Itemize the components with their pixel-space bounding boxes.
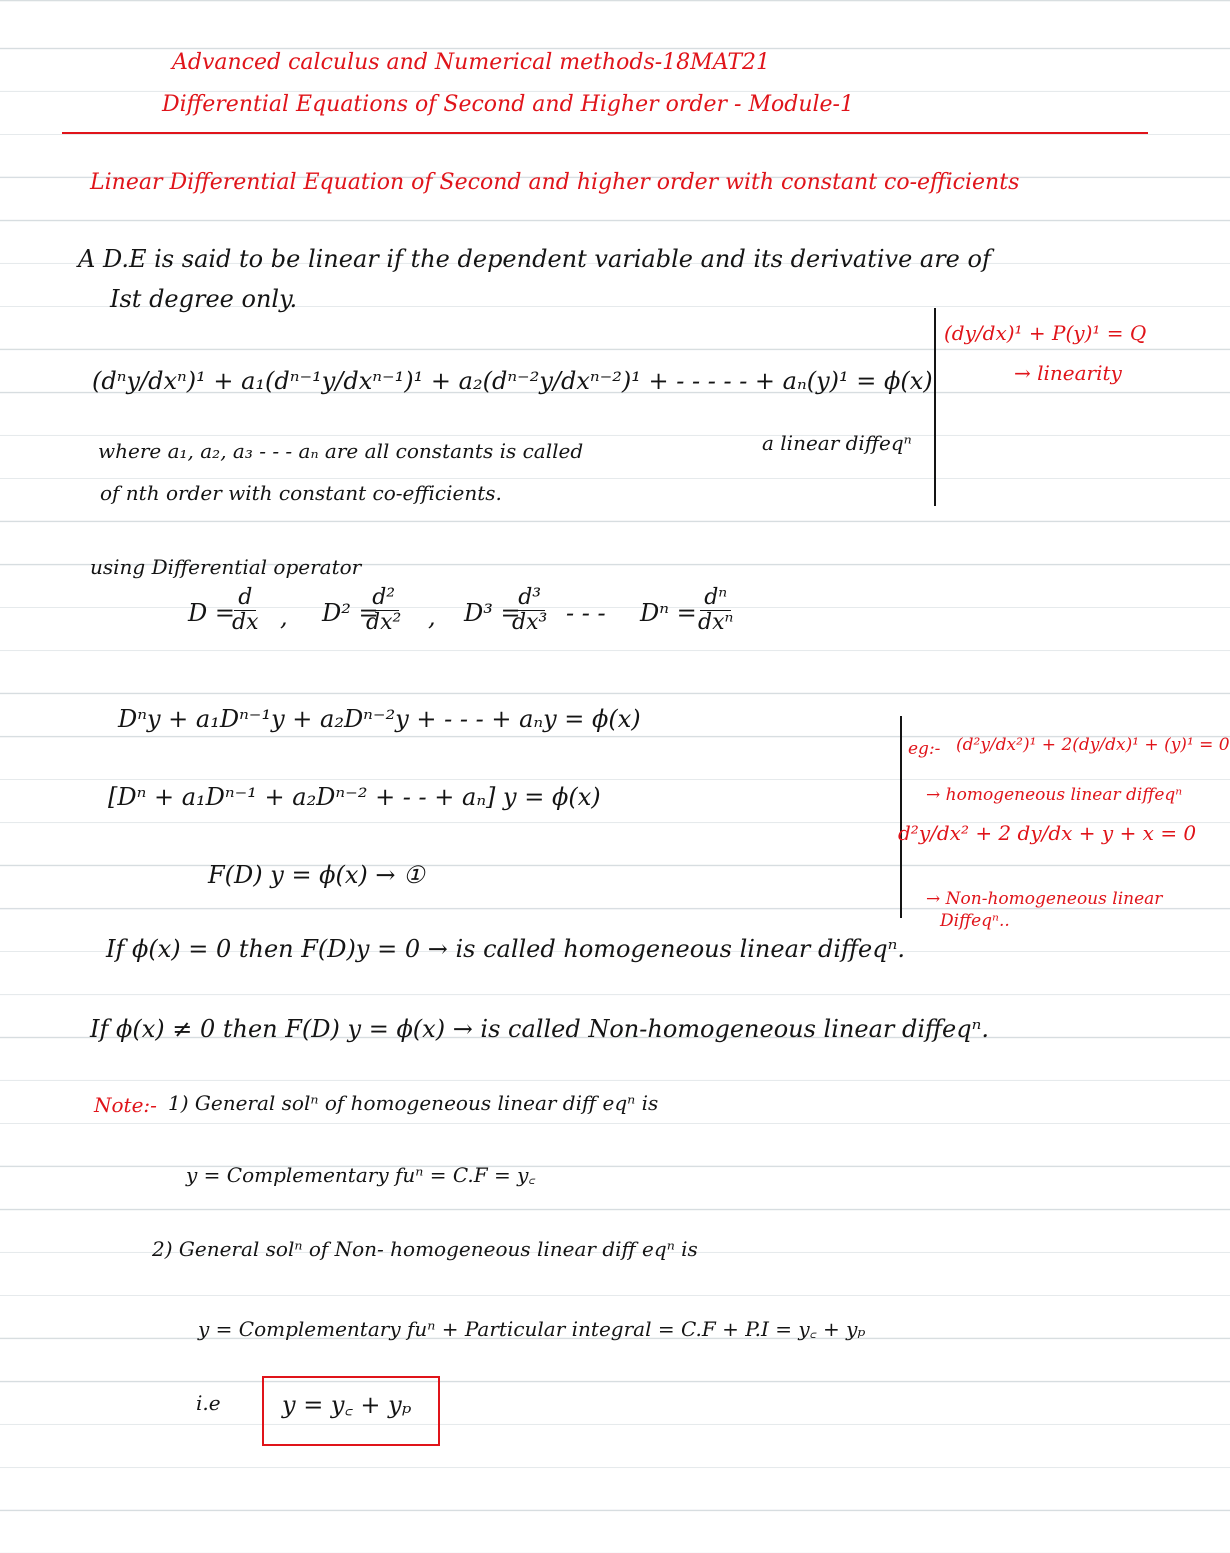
side-note-linearity-equation: (dy/dx)¹ + P(y)¹ = Q bbox=[944, 321, 1147, 345]
side-note-divider-1 bbox=[934, 308, 936, 506]
operator-dn-den: dxⁿ bbox=[698, 610, 734, 636]
operator-heading: using Differential operator bbox=[90, 555, 362, 579]
operator-d1-lhs: D = bbox=[188, 599, 235, 627]
example-non-homogeneous-label: → Non-homogeneous linear bbox=[926, 889, 1163, 909]
operator-d2-num: d² bbox=[368, 586, 399, 611]
operator-d2-lhs: D² = bbox=[322, 599, 379, 627]
note-item-1-equation: y = Complementary fuⁿ = C.F = y꜀ bbox=[186, 1163, 536, 1187]
non-homogeneous-condition: If ϕ(x) ≠ 0 then F(D) y = ϕ(x) → is called Non-homogeneous linear diffeqⁿ. bbox=[90, 1015, 989, 1043]
definition-line-1: A D.E is said to be linear if the dependent variable and its derivative are of bbox=[78, 245, 991, 273]
operator-d3-num: d³ bbox=[514, 586, 545, 611]
operator-separator-2: , bbox=[428, 603, 436, 631]
note-item-2: 2) General solⁿ of Non- homogeneous linear diff eqⁿ is bbox=[152, 1237, 698, 1261]
homogeneous-condition: If ϕ(x) = 0 then F(D)y = 0 → is called homogeneous linear diffeqⁿ. bbox=[106, 935, 905, 963]
operator-d2-fraction bbox=[362, 586, 405, 635]
operator-form-line-2: [Dⁿ + a₁Dⁿ⁻¹ + a₂Dⁿ⁻² + - - + aₙ] y = ϕ(x) bbox=[108, 783, 601, 811]
operator-d3-lhs: D³ = bbox=[464, 599, 521, 627]
operator-form-line-3: F(D) y = ϕ(x) → ① bbox=[208, 861, 425, 889]
operator-d1-den: dx bbox=[232, 610, 259, 636]
operator-d1-fraction bbox=[228, 586, 263, 635]
operator-dn-num: dⁿ bbox=[700, 586, 731, 611]
example-non-homogeneous-label-2: Diffeqⁿ.. bbox=[940, 911, 1010, 931]
example-non-homogeneous-equation: d²y/dx² + 2 dy/dx + y + x = 0 bbox=[898, 821, 1197, 845]
side-note-divider-2 bbox=[900, 716, 902, 918]
operator-separator-1: , bbox=[280, 603, 288, 631]
operator-form-line-1: Dⁿy + a₁Dⁿ⁻¹y + a₂Dⁿ⁻²y + - - - + aₙy = ϕ(x) bbox=[118, 705, 641, 733]
definition-line-2: Ist degree only. bbox=[110, 285, 298, 313]
document-title: Advanced calculus and Numerical methods-18MAT21 bbox=[172, 50, 771, 75]
example-homogeneous-label: → homogeneous linear diffeqⁿ bbox=[926, 785, 1183, 805]
operator-d1-num: d bbox=[234, 586, 256, 611]
note-item-1: 1) General solⁿ of homogeneous linear diff eqⁿ is bbox=[168, 1091, 659, 1115]
document-subtitle: Differential Equations of Second and Higher order - Module-1 bbox=[162, 92, 854, 117]
linear-diffeq-label: a linear diffeqⁿ bbox=[762, 431, 912, 455]
final-solution: y = y꜀ + yₚ bbox=[282, 1391, 412, 1419]
operator-d3-fraction bbox=[508, 586, 551, 635]
example-label: eg:- bbox=[908, 739, 941, 759]
header-divider bbox=[62, 132, 1148, 134]
note-item-2-equation: y = Complementary fuⁿ + Particular integral = C.F + P.I = y꜀ + yₚ bbox=[198, 1317, 866, 1341]
operator-d3-den: dx³ bbox=[512, 610, 548, 636]
note-label: Note:- bbox=[94, 1093, 157, 1117]
operator-dn-lhs: Dⁿ = bbox=[640, 599, 697, 627]
ie-label: i.e bbox=[196, 1391, 221, 1415]
general-linear-equation: (dⁿy/dxⁿ)¹ + a₁(dⁿ⁻¹y/dxⁿ⁻¹)¹ + a₂(dⁿ⁻²y/dxⁿ⁻²)¹ + - - - - - + aₙ(y)¹ = ϕ(x) bbox=[92, 367, 933, 395]
section-heading: Linear Differential Equation of Second and higher order with constant co-efficients bbox=[90, 170, 1020, 195]
operator-dn-fraction bbox=[694, 586, 737, 635]
where-constants-line: where a₁, a₂, a₃ - - - aₙ are all constants is called bbox=[98, 439, 584, 463]
example-homogeneous-equation: (d²y/dx²)¹ + 2(dy/dx)¹ + (y)¹ = 0 bbox=[956, 735, 1230, 755]
side-note-linearity-label: → linearity bbox=[1014, 361, 1122, 385]
nth-order-line: of nth order with constant co-efficients. bbox=[100, 481, 502, 505]
operator-d2-den: dx² bbox=[366, 610, 402, 636]
operator-ellipsis: - - - bbox=[566, 599, 606, 627]
